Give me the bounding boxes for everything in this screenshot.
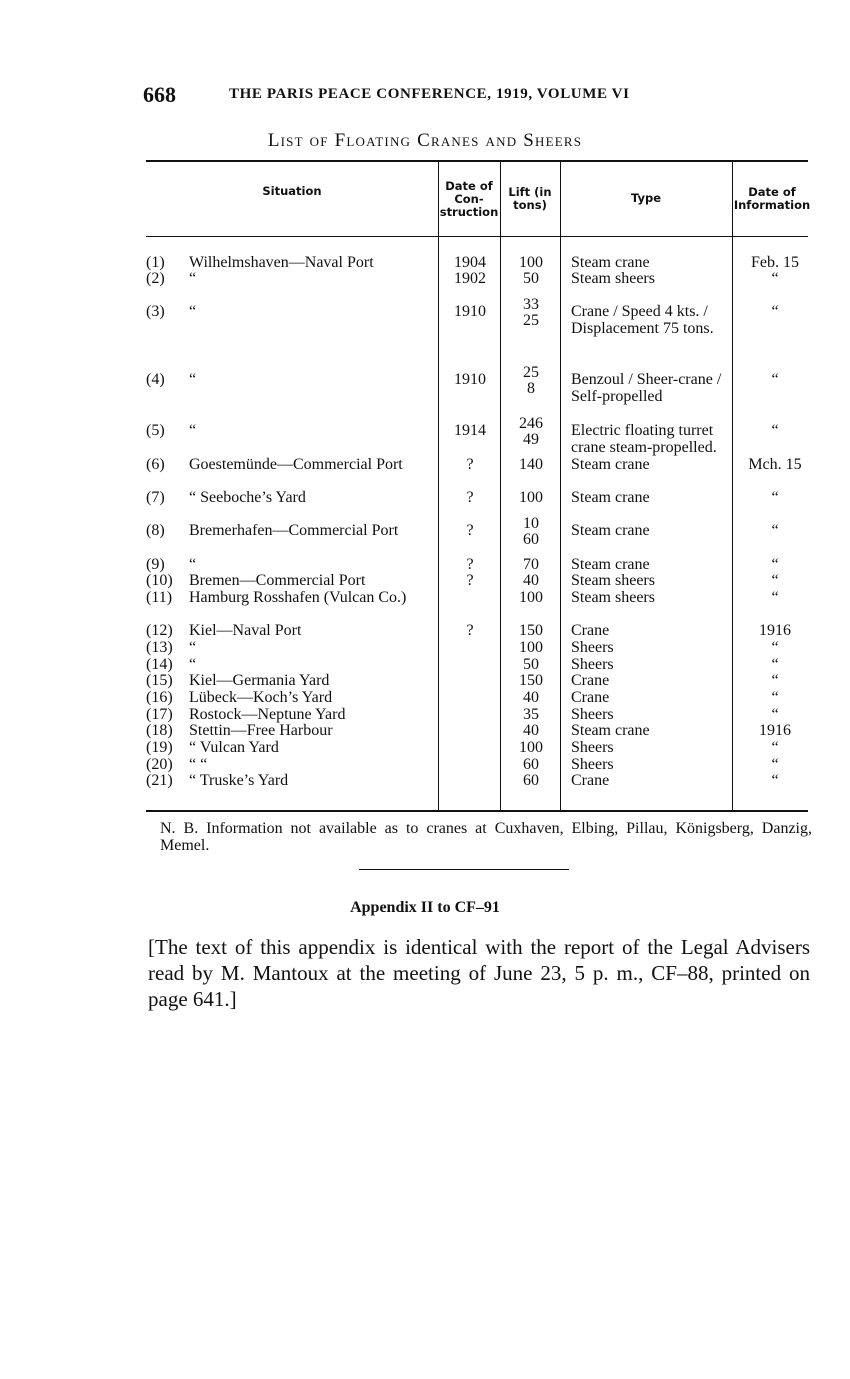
row-lift: 50 [523,656,539,673]
row-date: ? [466,556,474,573]
row-date: 1902 [454,270,486,287]
table-title: List of Floating Cranes and Sheers [267,130,583,151]
table-row [146,739,814,756]
table-row [146,296,814,337]
row-lift: 70 [523,556,539,573]
row-number: (6) [146,456,165,473]
row-situation: “ [189,422,197,439]
row-lift: 100 [519,639,543,656]
row-type: Steam crane [571,456,650,473]
row-date: ? [466,572,474,589]
row-situation: “ “ [189,756,208,773]
row-lift: 40 [523,572,539,589]
table-row [146,772,814,789]
row-info: “ [771,489,779,506]
row-lift: 100 [519,589,543,606]
row-situation: Bremen—Commercial Port [189,572,366,589]
row-situation: Hamburg Rosshafen (Vulcan Co.) [189,589,407,606]
row-number: (7) [146,489,165,506]
col-header-info-label: Date of Information [733,185,811,212]
page-number: 668 [143,82,176,107]
row-type: Sheers [571,739,614,756]
row-lift: 33 25 [523,296,539,329]
row-type: Crane [571,672,610,689]
row-info: 1916 [759,722,791,739]
row-type: Sheers [571,639,614,656]
row-date: 1904 [454,254,486,271]
row-info: “ [771,772,779,789]
row-number: (14) [146,656,173,673]
row-type: Steam crane [571,556,650,573]
section-divider [359,869,569,870]
table-row [146,622,814,639]
row-type: Sheers [571,656,614,673]
row-number: (21) [146,772,173,789]
row-info: “ [771,589,779,606]
row-date: ? [466,522,474,539]
row-number: (16) [146,689,173,706]
row-lift: 246 49 [519,415,543,448]
col-header-info [732,186,812,212]
appendix-text: [The text of this appendix is identical with the report of the Legal Advisers read by M. Mantoux at the meeting of June 23, 5 p. m., CF–88, printed on page 641.] [148,935,810,1011]
row-number: (20) [146,756,173,773]
row-type: Sheers [571,756,614,773]
row-type: Sheers [571,706,614,723]
row-date: ? [466,456,474,473]
col-header-type [560,192,732,205]
row-number: (18) [146,722,173,739]
row-type: Electric floating turret crane steam-propelled. [571,422,717,456]
row-number: (10) [146,572,173,589]
row-date: 1914 [454,422,486,439]
row-situation: “ [189,371,197,388]
row-number: (2) [146,270,165,287]
row-type: Crane / Speed 4 kts. / Displacement 75 tons. [571,303,714,337]
row-info: Mch. 15 [748,456,802,473]
table-row [146,456,814,473]
row-type: Steam sheers [571,270,655,287]
table-row [146,489,814,506]
row-lift: 100 [519,254,543,271]
row-type: Steam crane [571,489,650,506]
col-header-date [438,180,500,219]
row-number: (8) [146,522,165,539]
table-row [146,572,814,589]
row-info: “ [771,656,779,673]
row-info: “ [771,639,779,656]
row-type: Steam crane [571,254,650,271]
table-row [146,589,814,606]
col-header-date-label: Date of Con-struction [439,179,499,219]
table-row [146,639,814,656]
row-situation: Stettin—Free Harbour [189,722,333,739]
table-row [146,756,814,773]
row-situation: “ Vulcan Yard [189,739,279,756]
row-situation: “ Seeboche’s Yard [189,489,306,506]
col-header-lift-label: Lift (in tons) [508,185,552,212]
row-lift: 60 [523,756,539,773]
row-lift: 150 [519,622,543,639]
row-situation: Goestemünde—Commercial Port [189,456,403,473]
row-lift: 140 [519,456,543,473]
row-number: (5) [146,422,165,439]
row-type: Steam sheers [571,572,655,589]
row-situation: “ [189,556,197,573]
row-lift: 40 [523,722,539,739]
table-bottom-rule [146,810,808,812]
row-number: (3) [146,303,165,320]
row-lift: 100 [519,489,543,506]
row-info: “ [771,572,779,589]
row-situation: Wilhelmshaven—Naval Port [189,254,374,271]
row-number: (9) [146,556,165,573]
row-situation: Rostock—Neptune Yard [189,706,346,723]
row-info: “ [771,739,779,756]
row-info: 1916 [759,622,791,639]
appendix-title: Appendix II to CF–91 [350,899,500,916]
row-info: “ [771,522,779,539]
row-situation: Kiel—Naval Port [189,622,302,639]
row-info: “ [771,371,779,388]
row-number: (13) [146,639,173,656]
table-row [146,656,814,673]
running-title: THE PARIS PEACE CONFERENCE, 1919, VOLUME VI [229,86,630,102]
table-note: N. B. Information not available as to cranes at Cuxhaven, Elbing, Pillau, Königsberg, Danzig, Memel. [160,820,812,854]
table-row [146,415,814,456]
header-bottom-rule [146,236,808,237]
row-date: 1910 [454,371,486,388]
table-row [146,689,814,706]
row-situation: Lübeck—Koch’s Yard [189,689,333,706]
row-date: ? [466,622,474,639]
row-info: “ [771,756,779,773]
row-type: Steam crane [571,722,650,739]
row-type: Steam crane [571,522,650,539]
table-row [146,515,814,548]
row-info: “ [771,706,779,723]
row-situation: “ [189,639,197,656]
row-lift: 10 60 [523,515,539,548]
row-date: 1910 [454,303,486,320]
col-header-situation [146,185,438,198]
row-lift: 150 [519,672,543,689]
table-row [146,672,814,689]
row-situation: “ [189,303,197,320]
row-number: (15) [146,672,173,689]
row-number: (17) [146,706,173,723]
row-number: (1) [146,254,165,271]
page-header [143,82,813,112]
row-lift: 40 [523,689,539,706]
row-info: “ [771,270,779,287]
table-row [146,364,814,405]
table-row [146,556,814,573]
row-info: “ [771,689,779,706]
row-info: Feb. 15 [751,254,799,271]
row-info: “ [771,422,779,439]
row-situation: “ [189,270,197,287]
row-type: Steam sheers [571,589,655,606]
col-header-situation-label: Situation [262,184,322,198]
row-lift: 50 [523,270,539,287]
row-info: “ [771,303,779,320]
table-row [146,722,814,739]
row-lift: 25 8 [523,364,539,397]
row-lift: 60 [523,772,539,789]
row-number: (19) [146,739,173,756]
row-situation: Kiel—Germania Yard [189,672,330,689]
table-top-rule [146,160,808,162]
row-info: “ [771,556,779,573]
row-situation: Bremerhafen—Commercial Port [189,522,399,539]
col-header-lift [500,186,560,212]
row-type: Benzoul / Sheer-crane / Self-propelled [571,371,722,405]
row-type: Crane [571,772,610,789]
table-row [146,270,814,287]
row-date: ? [466,489,474,506]
table-row [146,706,814,723]
row-number: (11) [146,589,173,606]
row-number: (12) [146,622,173,639]
row-number: (4) [146,371,165,388]
row-lift: 35 [523,706,539,723]
row-type: Crane [571,689,610,706]
row-info: “ [771,672,779,689]
table-row [146,254,814,271]
row-type: Crane [571,622,610,639]
row-situation: “ [189,656,197,673]
col-header-type-label: Type [630,191,661,205]
row-situation: “ Truske’s Yard [189,772,289,789]
row-lift: 100 [519,739,543,756]
